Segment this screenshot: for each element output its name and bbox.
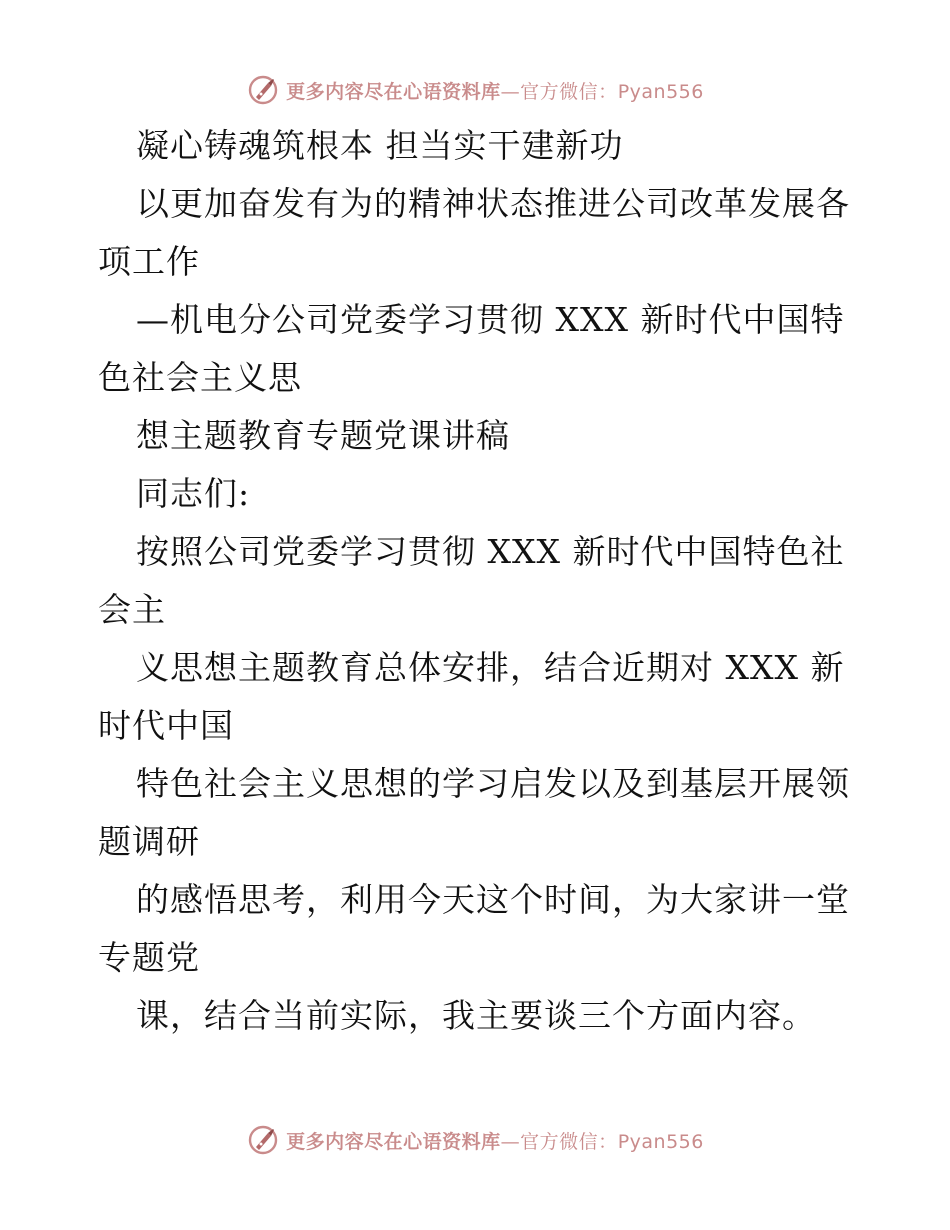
body-paragraph: 义思想主题教育总体安排，结合近期对 XXX 新时代中国 <box>98 648 845 745</box>
footer-watermark <box>0 1120 950 1160</box>
watermark-label: 官方微信： <box>520 1130 618 1153</box>
body-paragraph: 特色社会主义思想的学习启发以及到基层开展领题调研 <box>98 764 850 861</box>
watermark-dash: — <box>500 1130 521 1153</box>
document-body <box>98 117 858 1045</box>
pen-nib-circle-icon <box>246 1123 280 1157</box>
watermark-brand: 更多内容尽在心语资料库 <box>286 80 501 103</box>
watermark-handle: Pyan556 <box>617 1130 704 1153</box>
document-subtitle: 以更加奋发有为的精神状态推进公司改革发展各项工作 <box>98 184 850 281</box>
document-subtitle-line-2: —机电分公司党委学习贯彻 XXX 新时代中国特色社会主义思 <box>98 300 845 397</box>
document-subtitle-line-3: 想主题教育专题党课讲稿 <box>136 416 510 455</box>
watermark-dash: — <box>500 80 521 103</box>
body-paragraph: 按照公司党委学习贯彻 XXX 新时代中国特色社会主 <box>98 532 845 629</box>
body-paragraph: 课，结合当前实际，我主要谈三个方面内容。 <box>136 996 816 1035</box>
document-title: 凝心铸魂筑根本 担当实干建新功 <box>136 126 624 165</box>
watermark-label: 官方微信： <box>520 80 618 103</box>
header-watermark <box>0 70 950 110</box>
body-paragraph: 的感悟思考，利用今天这个时间，为大家讲一堂专题党 <box>98 880 850 977</box>
watermark-text <box>286 77 704 104</box>
pen-nib-circle-icon <box>246 73 280 107</box>
salutation: 同志们: <box>136 474 251 513</box>
watermark-text <box>286 1127 704 1154</box>
watermark-brand: 更多内容尽在心语资料库 <box>286 1130 501 1153</box>
watermark-handle: Pyan556 <box>617 80 704 103</box>
